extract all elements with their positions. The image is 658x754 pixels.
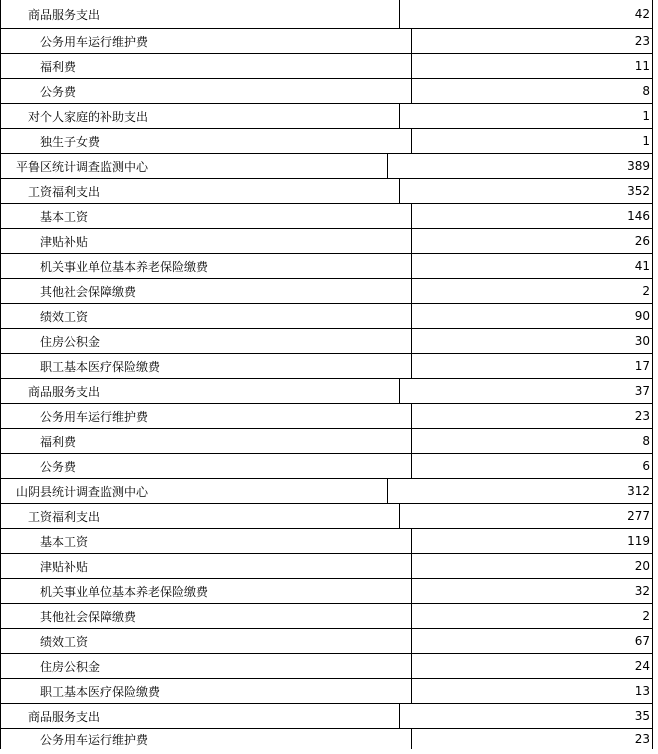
table-row — [1, 54, 653, 79]
table-row — [1, 329, 653, 354]
table-row — [1, 529, 653, 554]
row-name-cell: 机关事业单位基本养老保险缴费 — [1, 579, 412, 603]
row-value-cell: 23 — [412, 29, 653, 53]
row-name-cell: 福利费 — [1, 54, 412, 78]
row-name-cell: 公务费 — [1, 454, 412, 478]
row-name-cell: 基本工资 — [1, 204, 412, 228]
table-row — [1, 729, 653, 749]
row-name-cell: 其他社会保障缴费 — [1, 279, 412, 303]
row-value-cell: 119 — [412, 529, 653, 553]
row-name-cell: 公务用车运行维护费 — [1, 729, 412, 749]
row-value-cell: 2 — [412, 279, 653, 303]
row-value-cell: 32 — [412, 579, 653, 603]
row-value-cell: 26 — [412, 229, 653, 253]
row-value-cell: 30 — [412, 329, 653, 353]
row-name-cell: 机关事业单位基本养老保险缴费 — [1, 254, 412, 278]
row-name-cell: 津贴补贴 — [1, 554, 412, 578]
row-value-cell: 389 — [388, 154, 653, 178]
row-value-cell: 90 — [412, 304, 653, 328]
row-value-cell: 2 — [412, 604, 653, 628]
row-value-cell: 23 — [412, 404, 653, 428]
row-name-cell: 商品服务支出 — [1, 704, 400, 728]
table-row — [1, 454, 653, 479]
row-name-cell: 职工基本医疗保险缴费 — [1, 354, 412, 378]
row-name-cell: 住房公积金 — [1, 654, 412, 678]
table-row — [1, 379, 653, 404]
table-row — [1, 554, 653, 579]
table-row — [1, 204, 653, 229]
row-value-cell: 24 — [412, 654, 653, 678]
row-value-cell: 41 — [412, 254, 653, 278]
table-row — [1, 154, 653, 179]
table-row — [1, 0, 653, 29]
table-row — [1, 254, 653, 279]
row-value-cell: 11 — [412, 54, 653, 78]
row-name-cell: 其他社会保障缴费 — [1, 604, 412, 628]
row-value-cell: 1 — [412, 129, 653, 153]
row-name-cell: 绩效工资 — [1, 629, 412, 653]
table-row — [1, 679, 653, 704]
row-value-cell: 8 — [412, 429, 653, 453]
table-row — [1, 704, 653, 729]
row-value-cell: 13 — [412, 679, 653, 703]
table-row — [1, 79, 653, 104]
row-name-cell: 商品服务支出 — [1, 0, 400, 28]
row-value-cell: 146 — [412, 204, 653, 228]
row-value-cell: 42 — [400, 0, 653, 28]
table-row — [1, 629, 653, 654]
table-row — [1, 279, 653, 304]
row-name-cell: 工资福利支出 — [1, 504, 400, 528]
row-value-cell: 67 — [412, 629, 653, 653]
row-name-cell: 独生子女费 — [1, 129, 412, 153]
table-row — [1, 479, 653, 504]
row-value-cell: 37 — [400, 379, 653, 403]
table-row — [1, 654, 653, 679]
table-row — [1, 304, 653, 329]
table-row — [1, 229, 653, 254]
row-name-cell: 商品服务支出 — [1, 379, 400, 403]
row-value-cell: 352 — [400, 179, 653, 203]
row-name-cell: 职工基本医疗保险缴费 — [1, 679, 412, 703]
table-row — [1, 579, 653, 604]
table-row — [1, 504, 653, 529]
row-name-cell: 公务用车运行维护费 — [1, 404, 412, 428]
row-value-cell: 17 — [412, 354, 653, 378]
row-name-cell: 绩效工资 — [1, 304, 412, 328]
row-name-cell: 津贴补贴 — [1, 229, 412, 253]
row-value-cell: 312 — [388, 479, 653, 503]
row-name-cell: 公务用车运行维护费 — [1, 29, 412, 53]
table-row — [1, 129, 653, 154]
row-name-cell: 公务费 — [1, 79, 412, 103]
row-value-cell: 23 — [412, 729, 653, 749]
row-name-cell: 山阴县统计调查监测中心 — [1, 479, 388, 503]
row-name-cell: 住房公积金 — [1, 329, 412, 353]
row-value-cell: 277 — [400, 504, 653, 528]
table-row — [1, 404, 653, 429]
table-row — [1, 104, 653, 129]
table-row — [1, 354, 653, 379]
row-value-cell: 1 — [400, 104, 653, 128]
table-row — [1, 179, 653, 204]
table-row — [1, 604, 653, 629]
row-value-cell: 35 — [400, 704, 653, 728]
row-name-cell: 平鲁区统计调查监测中心 — [1, 154, 388, 178]
row-value-cell: 8 — [412, 79, 653, 103]
row-name-cell: 基本工资 — [1, 529, 412, 553]
row-name-cell: 工资福利支出 — [1, 179, 400, 203]
row-value-cell: 20 — [412, 554, 653, 578]
table-row — [1, 29, 653, 54]
row-name-cell: 对个人家庭的补助支出 — [1, 104, 400, 128]
row-value-cell: 6 — [412, 454, 653, 478]
row-name-cell: 福利费 — [1, 429, 412, 453]
table-row — [1, 429, 653, 454]
